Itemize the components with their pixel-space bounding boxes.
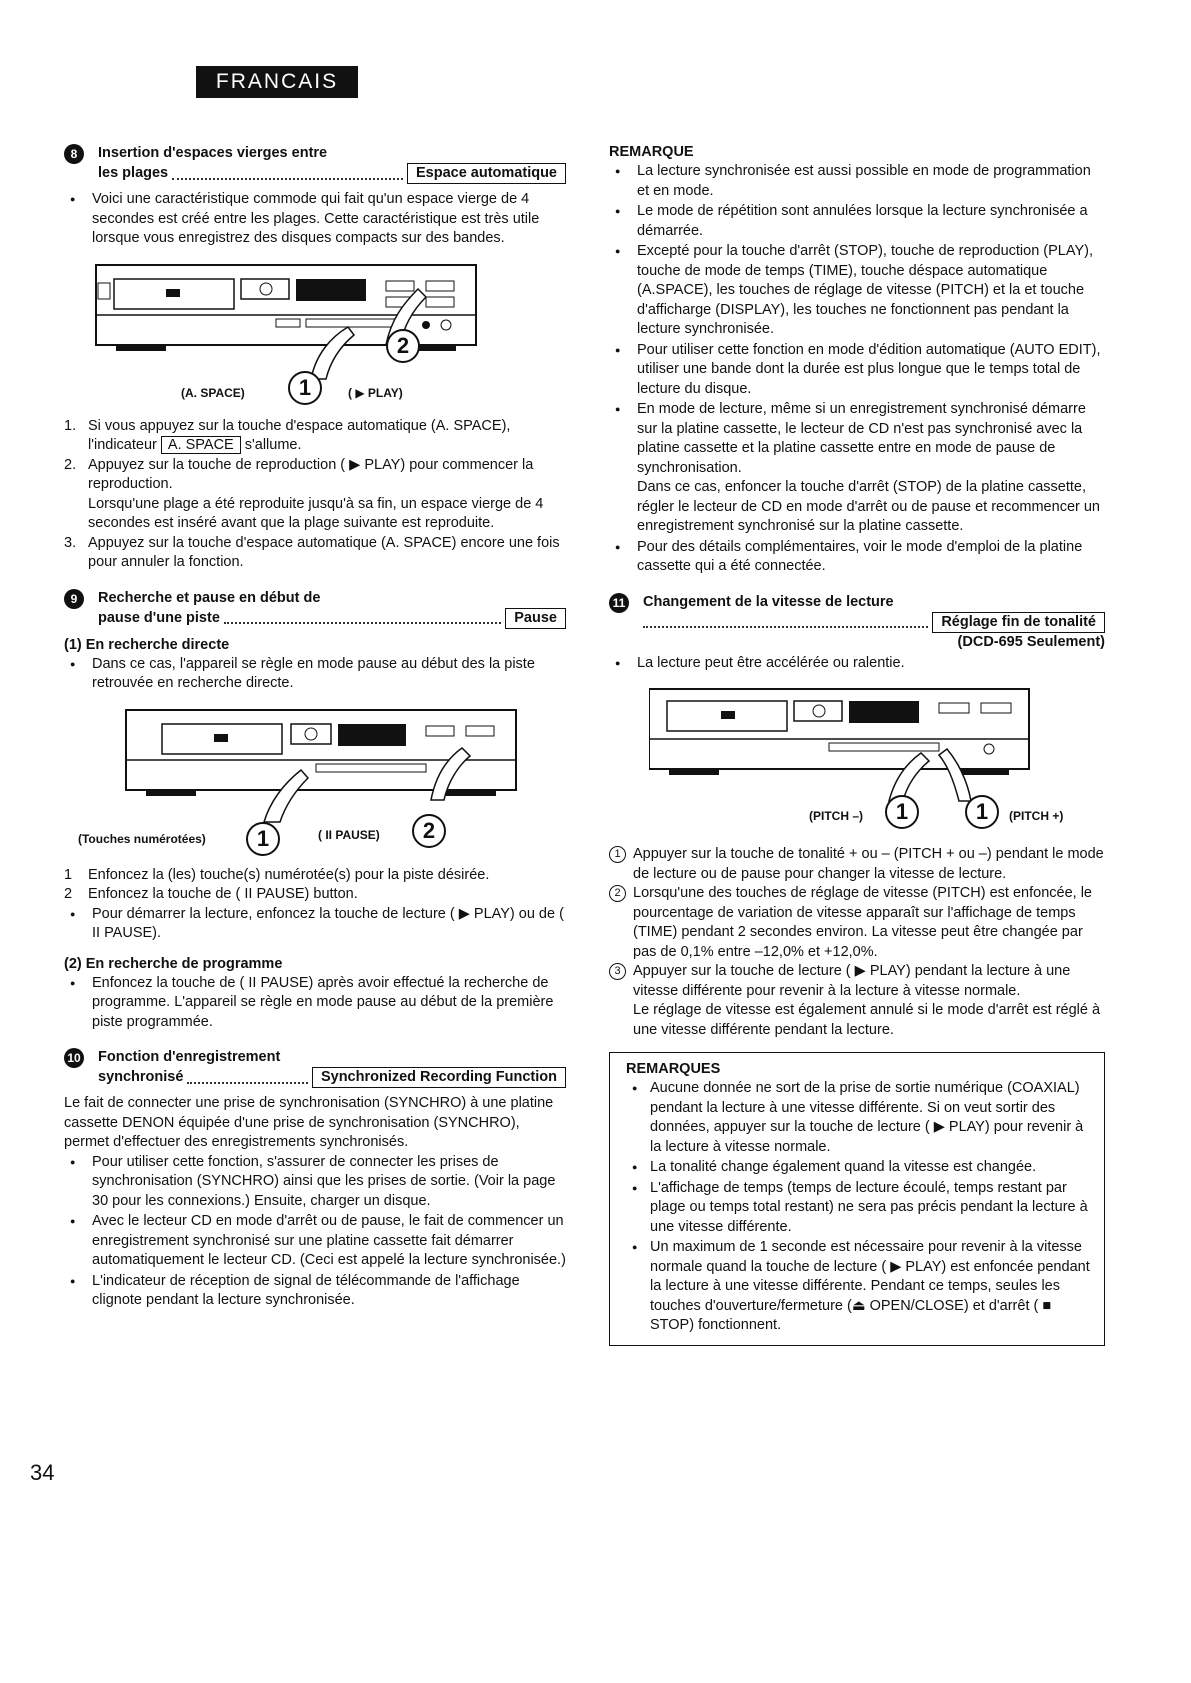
language-tab: FRANCAIS: [196, 66, 358, 98]
circled-step-3: 3 Appuyer sur la touche de lecture ( ▶ PLAY) pendant la lecture à une vitesse différente pour revenir à la lecture à vitesse normale. Le réglage de vitesse est également annulé si le mode d'arrêt est réglé à une vitesse différente pendant la lecture.: [609, 962, 1105, 1040]
section-title-2: synchronisé: [98, 1069, 184, 1085]
section-label: Pause: [505, 608, 566, 629]
section-label: Espace automatique: [407, 163, 566, 184]
left-column: [64, 144, 566, 1312]
right-column: [609, 144, 1105, 1346]
model-note: (DCD-695 Seulement): [957, 633, 1105, 650]
section-label: Synchronized Recording Function: [312, 1067, 566, 1088]
figure-caption-aspace: (A. SPACE): [181, 385, 245, 400]
page-number: 34: [30, 1460, 55, 1485]
callout-1b: 1: [965, 795, 999, 829]
step-3: ● Pour démarrer la lecture, enfoncez la touche de lecture ( ▶ PLAY) ou de ( II PAUSE).: [64, 905, 566, 944]
section-10-heading: [64, 1048, 566, 1088]
sub1-text: ● Dans ce cas, l'appareil se règle en mode pause au début des la piste retrouvée en recherche directe.: [64, 655, 566, 694]
section-title: Recherche et pause en début de: [98, 589, 321, 606]
section-title-2: les plages: [98, 165, 169, 181]
bullet: ● Avec le lecteur CD en mode d'arrêt ou de pause, le fait de commencer un enregistrement synchronisé sur une platine cassette fait démarrer automatiquement le lecteur CD. (Ceci est appelé la lecture synchronisée.): [64, 1212, 566, 1271]
circled-step-1: 1 Appuyer sur la touche de tonalité + ou – (PITCH + ou –) pendant le mode de lecture ou de pause pour changer la vitesse de lecture.: [609, 845, 1105, 884]
remarques-title: REMARQUES: [626, 1061, 721, 1077]
callout-1: 1: [885, 795, 919, 829]
aspace-indicator: A. SPACE: [161, 436, 241, 454]
figure-caption-numbered-keys: (Touches numérotées): [78, 831, 206, 846]
bullet: ● En mode de lecture, même si un enregistrement synchronisé démarre sur la platine cassette, le lecteur de CD n'est pas synchronisé avec la platine cassette et la platine cassette entre en mode de pause de synchronisation. Dans ce cas, enfoncer la touche d'arrêt (STOP) de la platine cassette, régler le lecteur de CD en mode d'arrêt ou de pause et recommencer un enregistrement synchronisé sur la platine cassette.: [609, 400, 1105, 537]
section-number: 8: [64, 144, 84, 164]
bullet: ● La tonalité change également quand la vitesse est changée.: [626, 1158, 1090, 1178]
sub2-text: ● Enfoncez la touche de ( II PAUSE) après avoir effectué la recherche de programme. L'appareil se règle en mode pause au début de la première piste programmée.: [64, 974, 566, 1033]
callout-2: 2: [386, 329, 420, 363]
section-title-2: pause d'une piste: [98, 609, 220, 626]
section-11-heading: [609, 593, 1105, 652]
step-1: 1 Enfoncez la (les) touche(s) numérotée(s) pour la piste désirée.: [64, 866, 490, 883]
figure-caption-pitch-plus: (PITCH +): [1009, 809, 1064, 823]
intro-text: ● Voici une caractéristique commode qui fait qu'un espace vierge de 4 secondes est créé entre les plages. Cette caractéristique est très utile lorsque vous enregistrez des disques compacts sur des bandes.: [64, 190, 566, 249]
subheading: (1) En recherche directe: [64, 636, 230, 653]
section-number: 9: [64, 589, 84, 609]
bullet: ● L'indicateur de réception de signal de télécommande de l'affichage clignote pendant la lecture synchronisée.: [64, 1272, 566, 1311]
section-title: Insertion d'espaces vierges entre: [98, 145, 328, 161]
section-8-heading: [64, 144, 566, 184]
figure-caption-pause: ( II PAUSE): [318, 827, 380, 842]
callout-1: 1: [246, 822, 280, 856]
bullet: ● Un maximum de 1 seconde est nécessaire pour revenir à la vitesse normale quand la touche de lecture ( ▶ PLAY) est enfoncée pendant la lecture à une vitesse différente. Pendant ce temps, seules les touches d'ouverture/fermeture (⏏ OPEN/CLOSE) et d'arrêt ( ■ STOP) fonctionnent.: [626, 1238, 1090, 1336]
bullet: ● Pour utiliser cette fonction, s'assurer de connecter les prises de synchronisation (SYNCHRO) ainsi que les prises de sortie. (Voir la page 30 pour les connexions.) Ensuite, charger un disque.: [64, 1153, 566, 1212]
section-title: Changement de la vitesse de lecture: [643, 593, 894, 610]
remarques-box: [609, 1052, 1105, 1346]
callout-1: 1: [288, 371, 322, 405]
step-3: 3. Appuyez sur la touche d'espace automatique (A. SPACE) encore une fois pour annuler la fonction.: [64, 534, 560, 570]
step-1: 1. Si vous appuyez sur la touche d'espace automatique (A. SPACE), l'indicateur A. SPACE s'allume.: [64, 417, 511, 453]
device-figure-pause: [78, 704, 526, 854]
step-2: 2. Appuyez sur la touche de reproduction ( ▶ PLAY) pour commencer la reproduction. Lorsqu'une plage a été reproduite jusqu'à sa fin, un espace vierge de 4 secondes est inséré avant que la plage suivante est reproduite.: [64, 456, 544, 531]
sec10-intro: Le fait de connecter une prise de synchronisation (SYNCHRO) à une platine cassette DENON équipée d'une prise de synchronisation (SYNCHRO), permet d'effectuer des enregistrements synchronisés.: [64, 1095, 554, 1150]
circled-step-2: 2 Lorsqu'une des touches de réglage de vitesse (PITCH) est enfoncée, le pourcentage de variation de vitesse apparaît sur l'affichage de temps (TIME) pendant 2 secondes environ. La vitesse peut être changée par pas de 0,1% entre –12,0% et +12,0%.: [609, 884, 1105, 962]
section-title: Fonction d'enregistrement: [98, 1049, 281, 1065]
bullet: ● Aucune donnée ne sort de la prise de sortie numérique (COAXIAL) pendant la lecture à une vitesse différente. Si on veut sortir des données, appuyer sur la touche de lecture ( ▶ PLAY) pour revenir à la lecture à vitesse normale.: [626, 1079, 1090, 1157]
step-2: 2 Enfoncez la touche de ( II PAUSE) button.: [64, 886, 358, 902]
figure-caption-pitch-minus: (PITCH –): [809, 809, 863, 823]
remarque-title: REMARQUE: [609, 144, 694, 160]
figure-caption-play: ( ▶ PLAY): [348, 385, 403, 400]
section-number: 10: [64, 1048, 84, 1068]
bullet: ● Excepté pour la touche d'arrêt (STOP), touche de reproduction (PLAY), touche de mode de temps (TIME), touche déspace automatique (A.SPACE), les touches de réglage de vitesse (PITCH) et la et touche d'afficharge (DISPLAY), les touches ne fonctionnent pas pendant la lecture synchronisée.: [609, 242, 1105, 340]
device-figure-aspace: [86, 259, 526, 409]
bullet: ● Pour des détails complémentaires, voir le mode d'emploi de la platine cassette qui a été connectée.: [609, 538, 1105, 577]
device-figure-pitch: [649, 683, 1089, 835]
section-number: 11: [609, 593, 629, 613]
section-9-heading: [64, 589, 566, 629]
bullet: ● La lecture synchronisée est aussi possible en mode de programmation et en mode.: [609, 162, 1105, 201]
section-label: Réglage fin de tonalité: [932, 612, 1105, 633]
bullet: ● Pour utiliser cette fonction en mode d'édition automatique (AUTO EDIT), utiliser une bande dont la durée est plus longue que le temps total de lecture du disque.: [609, 341, 1105, 400]
bullet: ● Le mode de répétition sont annulées lorsque la lecture synchronisée a démarrée.: [609, 202, 1105, 241]
bullet: ● L'affichage de temps (temps de lecture écoulé, temps restant par plage ou temps total restant) ne sera pas précis pendant la lecture à une vitesse différente.: [626, 1179, 1090, 1238]
callout-2: 2: [412, 814, 446, 848]
bullet: ● La lecture peut être accélérée ou ralentie.: [609, 654, 1105, 674]
subheading: (2) En recherche de programme: [64, 955, 283, 972]
